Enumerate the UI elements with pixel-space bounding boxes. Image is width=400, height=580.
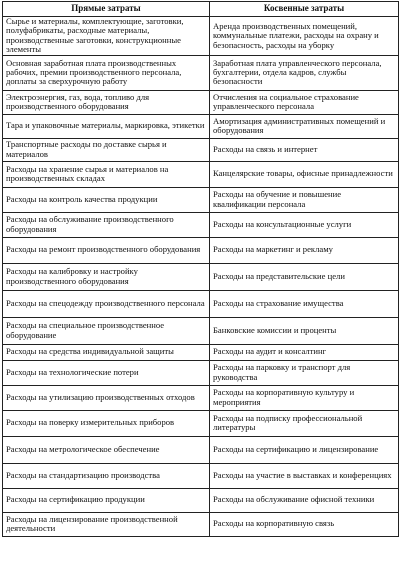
table-row [3, 263, 399, 290]
direct-cost-cell: Расходы на специальное производственное оборудование [3, 317, 210, 344]
direct-cost-cell: Расходы на утилизацию производственных отходов [3, 385, 210, 410]
direct-cost-cell: Тара и упаковочные материалы, маркировка, этикетки [3, 114, 210, 138]
direct-cost-cell: Расходы на поверку измерительных приборов [3, 410, 210, 436]
indirect-cost-cell: Расходы на аудит и консалтинг [210, 344, 399, 360]
direct-cost-cell: Расходы на средства индивидуальной защиты [3, 344, 210, 360]
direct-cost-cell: Расходы на технологические потери [3, 360, 210, 385]
table-row [3, 410, 399, 436]
indirect-cost-cell: Расходы на корпоративную связь [210, 512, 399, 536]
indirect-cost-cell: Расходы на страхование имущества [210, 290, 399, 317]
header-direct-costs: Прямые затраты [3, 2, 210, 17]
table-row [3, 90, 399, 114]
indirect-cost-cell: Расходы на представительские цели [210, 263, 399, 290]
direct-cost-cell: Расходы на спецодежду производственного персонала [3, 290, 210, 317]
indirect-cost-cell: Расходы на участие в выставках и конференциях [210, 463, 399, 488]
indirect-cost-cell: Расходы на парковку и транспорт для руководства [210, 360, 399, 385]
indirect-cost-cell: Расходы на сертификацию и лицензирование [210, 436, 399, 463]
indirect-cost-cell: Заработная плата управленческого персонала, бухгалтерии, отдела кадров, службы безопасности [210, 55, 399, 90]
direct-cost-cell: Транспортные расходы по доставке сырья и материалов [3, 138, 210, 161]
table-row [3, 55, 399, 90]
table-row [3, 290, 399, 317]
cost-table [2, 1, 399, 537]
direct-cost-cell: Расходы на стандартизацию производства [3, 463, 210, 488]
indirect-cost-cell: Расходы на корпоративную культуру и мероприятия [210, 385, 399, 410]
indirect-cost-cell: Аренда производственных помещений, коммунальные платежи, расходы на охрану и безопасность, расходы на уборку [210, 17, 399, 56]
direct-cost-cell: Расходы на калибровку и настройку производственного оборудования [3, 263, 210, 290]
cost-table-container [2, 1, 398, 537]
table-row [3, 187, 399, 212]
table-row [3, 161, 399, 187]
direct-cost-cell: Расходы на ремонт производственного оборудования [3, 237, 210, 263]
table-row [3, 114, 399, 138]
direct-cost-cell: Расходы на лицензирование производственной деятельности [3, 512, 210, 536]
indirect-cost-cell: Отчисления на социальное страхование управленческого персонала [210, 90, 399, 114]
indirect-cost-cell: Банковские комиссии и проценты [210, 317, 399, 344]
table-row [3, 17, 399, 56]
direct-cost-cell: Электроэнергия, газ, вода, топливо для производственного оборудования [3, 90, 210, 114]
indirect-cost-cell: Расходы на связь и интернет [210, 138, 399, 161]
direct-cost-cell: Расходы на хранение сырья и материалов на производственных складах [3, 161, 210, 187]
direct-cost-cell: Основная заработная плата производственных рабочих, премии производственного персонала, доплаты за сверхурочную работу [3, 55, 210, 90]
table-row [3, 512, 399, 536]
direct-cost-cell: Сырье и материалы, комплектующие, заготовки, полуфабрикаты, расходные материалы, производственные заготовки, конструкционные элементы [3, 17, 210, 56]
header-indirect-costs: Косвенные затраты [210, 2, 399, 17]
indirect-cost-cell: Расходы на обучение и повышение квалификации персонала [210, 187, 399, 212]
table-row [3, 360, 399, 385]
table-row [3, 436, 399, 463]
indirect-cost-cell: Расходы на подписку профессиональной литературы [210, 410, 399, 436]
direct-cost-cell: Расходы на контроль качества продукции [3, 187, 210, 212]
indirect-cost-cell: Расходы на обслуживание офисной техники [210, 488, 399, 512]
table-row [3, 138, 399, 161]
indirect-cost-cell: Канцелярские товары, офисные принадлежности [210, 161, 399, 187]
direct-cost-cell: Расходы на метрологическое обеспечение [3, 436, 210, 463]
indirect-cost-cell: Расходы на консультационные услуги [210, 212, 399, 237]
table-header-row [3, 2, 399, 17]
direct-cost-cell: Расходы на сертификацию продукции [3, 488, 210, 512]
table-row [3, 237, 399, 263]
table-row [3, 385, 399, 410]
table-row [3, 488, 399, 512]
indirect-cost-cell: Амортизация административных помещений и оборудования [210, 114, 399, 138]
direct-cost-cell: Расходы на обслуживание производственного оборудования [3, 212, 210, 237]
table-row [3, 463, 399, 488]
table-row [3, 317, 399, 344]
table-row [3, 344, 399, 360]
table-row [3, 212, 399, 237]
indirect-cost-cell: Расходы на маркетинг и рекламу [210, 237, 399, 263]
